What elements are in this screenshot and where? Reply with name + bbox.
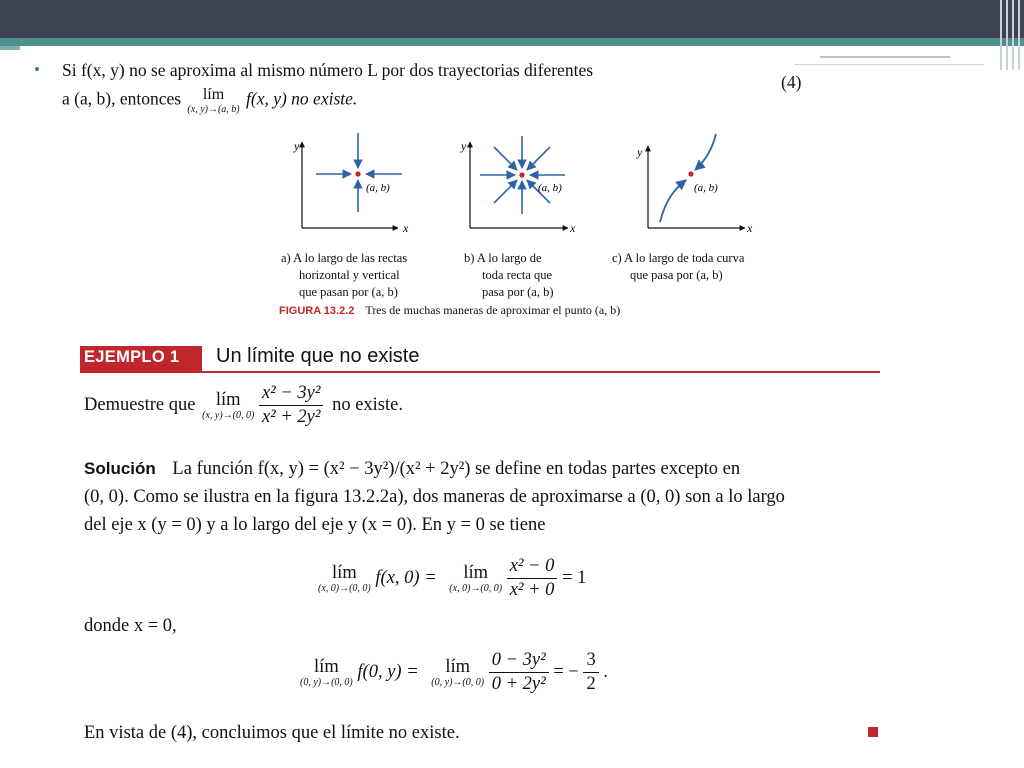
eq2-rhs-den: 2 bbox=[583, 672, 598, 695]
example-title: Un límite que no existe bbox=[216, 345, 420, 367]
figure-label: FIGURA 13.2.2 bbox=[279, 305, 355, 317]
axis-x-label-a: x bbox=[403, 221, 409, 235]
eq2-limit-2 bbox=[431, 657, 484, 688]
eq1-lim-sub-2: (x, 0)→(0, 0) bbox=[449, 583, 503, 595]
equation-1 bbox=[318, 556, 586, 601]
solution-donde: donde x = 0, bbox=[84, 616, 177, 636]
statement-frac-den: x² + 2y² bbox=[259, 405, 324, 428]
point-ab-c bbox=[688, 171, 693, 176]
qed-square-icon bbox=[868, 727, 878, 737]
eq1-lhs: f(x, 0) = bbox=[375, 568, 437, 588]
figure-caption-b bbox=[464, 250, 554, 301]
figure-caption-c bbox=[612, 250, 744, 284]
eq2-lhs: f(0, y) = bbox=[357, 662, 419, 682]
figure-title bbox=[279, 303, 620, 318]
eq2-rhs-fraction bbox=[583, 650, 598, 695]
solution-line-1 bbox=[84, 459, 740, 480]
example-badge: EJEMPLO 1 bbox=[84, 348, 180, 366]
axis-y-label-a: y bbox=[294, 139, 300, 153]
statement-limit bbox=[202, 390, 254, 421]
solution-line-1-text: La función f(x, y) = (x² − 3y²)/(x² + 2y²) se define en todas partes excepto en bbox=[172, 459, 741, 479]
slide-accent-band bbox=[0, 38, 1024, 46]
eq1-limit-2 bbox=[449, 563, 502, 594]
point-ab-a bbox=[355, 171, 360, 176]
eq2-frac-den: 0 + 2y² bbox=[489, 672, 549, 695]
statement-frac-num: x² − 3y² bbox=[261, 383, 321, 403]
eq2-limit-1 bbox=[300, 657, 353, 688]
caption-b-line-2: toda recta que bbox=[482, 268, 553, 282]
figure-panel-a bbox=[293, 133, 409, 235]
eq2-rhs-num: 3 bbox=[586, 650, 596, 670]
eq2-fraction bbox=[489, 650, 549, 695]
eq1-rhs: = 1 bbox=[562, 568, 587, 588]
point-label-c: (a, b) bbox=[694, 182, 718, 194]
solution-conclusion: En vista de (4), concluimos que el límite no existe. bbox=[84, 723, 460, 743]
figure-panel-c bbox=[636, 134, 753, 235]
caption-b-line-1: b) A lo largo de bbox=[464, 251, 542, 265]
slide-corner-decoration bbox=[984, 0, 1024, 70]
figure-caption-a bbox=[281, 250, 407, 301]
eq2-lim-sub-1: (0, y)→(0, 0) bbox=[300, 677, 353, 689]
curve-arrow-upper bbox=[695, 134, 716, 170]
bullet-line-2-end: f(x, y) no existe. bbox=[246, 88, 358, 109]
bullet-line-2-start: a (a, b), entonces bbox=[62, 88, 182, 109]
equation-2 bbox=[300, 650, 608, 695]
eq1-lim-sub-1: (x, 0)→(0, 0) bbox=[318, 583, 371, 595]
eq1-fraction bbox=[507, 556, 558, 601]
eq1-limit-1 bbox=[318, 563, 371, 594]
eq2-lim-word-1: lím bbox=[314, 656, 339, 677]
eq1-lim-word-1: lím bbox=[332, 562, 357, 583]
eq2-rhs-end: . bbox=[603, 662, 608, 682]
solution-heading: Solución bbox=[84, 459, 156, 478]
eq2-lim-sub-2: (0, y)→(0, 0) bbox=[431, 677, 485, 689]
caption-a-line-2: horizontal y vertical bbox=[299, 268, 400, 282]
arrow-b-6 bbox=[527, 147, 550, 170]
slide-deco-line bbox=[820, 56, 950, 58]
solution-line-3: del eje x (y = 0) y a lo largo del eje y (x = 0). En y = 0 se tiene bbox=[84, 515, 546, 535]
eq1-lim-word-2: lím bbox=[463, 562, 489, 583]
statement-prompt: Demuestre que bbox=[84, 395, 196, 415]
caption-c-line-2: que pasa por (a, b) bbox=[630, 268, 723, 282]
point-label-a: (a, b) bbox=[366, 182, 390, 194]
example-statement bbox=[84, 383, 403, 428]
caption-a-line-3: que pasan por (a, b) bbox=[299, 285, 398, 299]
example-rule bbox=[80, 371, 880, 373]
eq2-frac-num: 0 − 3y² bbox=[491, 650, 546, 670]
axis-x-label-c: x bbox=[747, 221, 753, 235]
statement-lim-word: lím bbox=[215, 389, 241, 410]
statement-end: no existe. bbox=[332, 395, 403, 415]
figure-title-text: Tres de muchas maneras de aproximar el punto (a, b) bbox=[365, 303, 621, 317]
point-label-b: (a, b) bbox=[538, 182, 562, 194]
eq1-frac-num: x² − 0 bbox=[509, 556, 555, 576]
bullet-lim-word: lím bbox=[202, 86, 225, 103]
eq1-frac-den: x² + 0 bbox=[507, 578, 558, 601]
slide-accent-tab bbox=[0, 46, 20, 50]
solution-line-2: (0, 0). Como se ilustra en la figura 13.2.2a), dos maneras de aproximarse a (0, 0) son a lo largo bbox=[84, 487, 785, 507]
figure-13-2-2 bbox=[280, 128, 790, 253]
axis-x-label-b: x bbox=[570, 221, 576, 235]
figure-panel-b bbox=[460, 136, 576, 235]
bullet-line-1: Si f(x, y) no se aproxima al mismo número L por dos trayectorias diferentes bbox=[62, 60, 594, 80]
slide-header-bar bbox=[0, 0, 1024, 38]
bullet-line-2 bbox=[62, 86, 357, 115]
eq2-lim-word-2: lím bbox=[445, 656, 471, 677]
axis-y-label-b: y bbox=[461, 139, 467, 153]
equation-number: (4) bbox=[781, 72, 802, 92]
bullet-marker: • bbox=[34, 60, 40, 79]
statement-lim-sub: (x, y)→(0, 0) bbox=[202, 410, 255, 422]
statement-fraction bbox=[259, 383, 324, 428]
axis-y-label-c: y bbox=[637, 145, 643, 159]
caption-a-line-1: a) A lo largo de las rectas bbox=[281, 251, 408, 265]
arrow-b-5 bbox=[494, 147, 517, 170]
caption-b-line-3: pasa por (a, b) bbox=[482, 285, 554, 299]
bullet-limit bbox=[187, 86, 239, 115]
point-ab-b bbox=[519, 172, 524, 177]
slide-deco-line-2 bbox=[794, 64, 984, 65]
caption-c-line-1: c) A lo largo de toda curva bbox=[612, 251, 745, 265]
bullet-lim-sub: (x, y)→(a, b) bbox=[187, 103, 240, 115]
arrow-b-7 bbox=[494, 180, 517, 203]
eq2-rhs-sign: = − bbox=[553, 662, 579, 682]
curve-arrow-lower bbox=[660, 180, 686, 222]
